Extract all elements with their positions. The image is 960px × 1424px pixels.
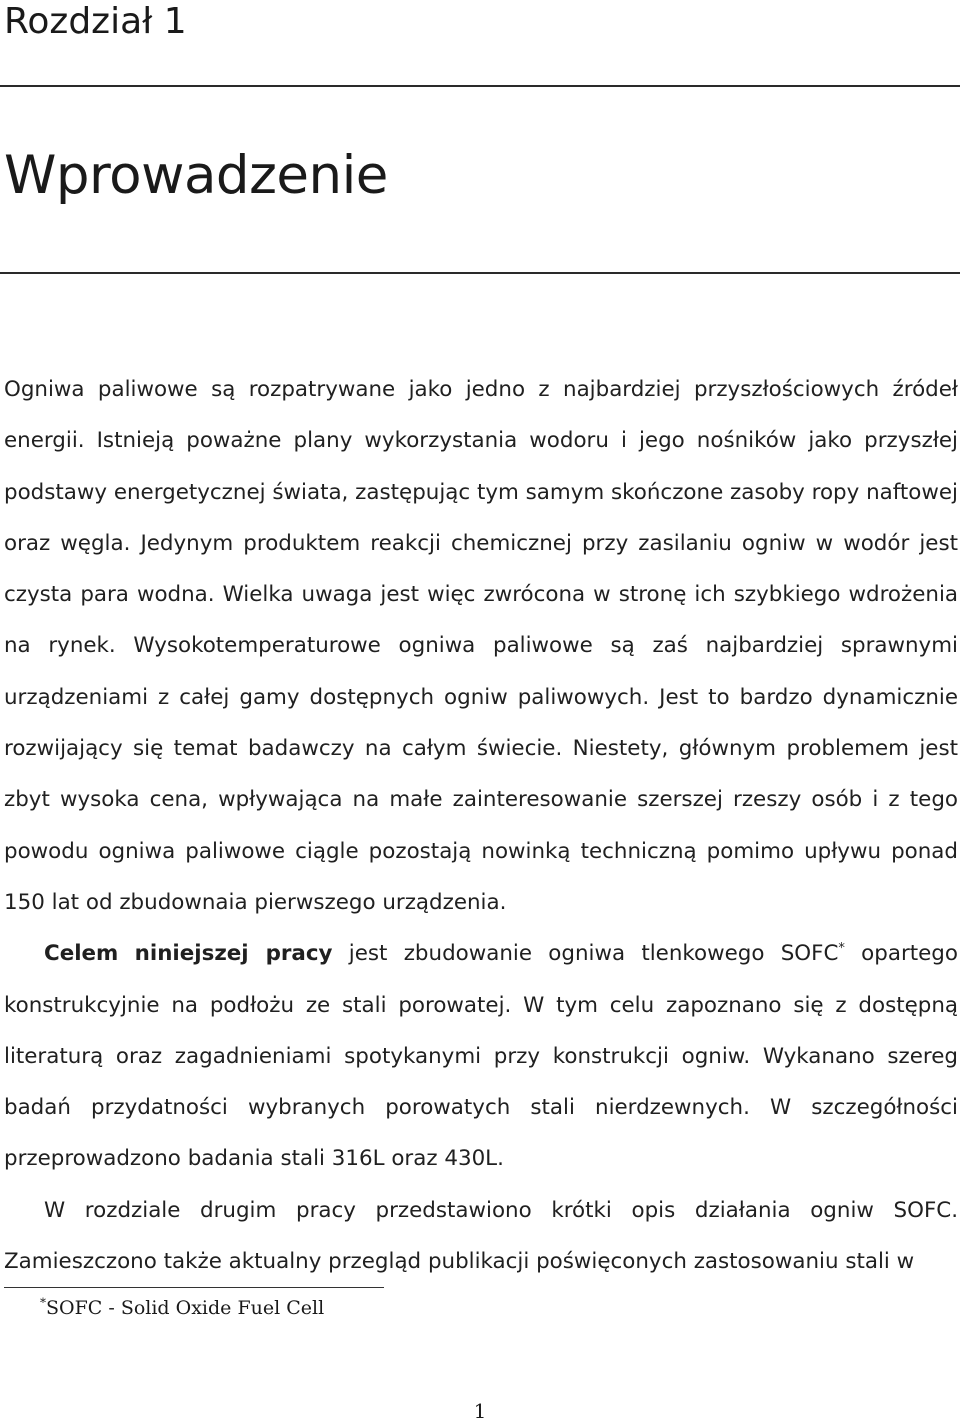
footnote-mark: *	[40, 1295, 46, 1310]
paragraph-goal	[4, 928, 958, 1184]
goal-text-part-2: opartego konstrukcyjnie na podłożu ze stali porowatej. W tym celu zapoznano się z dostępną literaturą oraz zagadnieniami spotykanymi przy konstrukcji ogniw. Wykanano szereg badań przydatności wybranych porowatych stali nierdzewnych. W szczegółności przeprowadzono badania stali 316L oraz 430L.	[4, 941, 958, 1172]
header-rule-top	[0, 85, 960, 87]
goal-bold-word: Celem	[44, 941, 119, 967]
chapter-label: Rozdział 1	[4, 1, 187, 42]
footnote-rule	[4, 1287, 384, 1288]
goal-bold-phrase: niniejszej pracy	[134, 941, 333, 967]
footnote	[40, 1294, 324, 1322]
goal-text-part-1: jest zbudowanie ogniwa tlenkowego SOFC	[332, 941, 839, 967]
header-rule-bottom	[0, 272, 960, 274]
paragraph-overview: W rozdziale drugim pracy przedstawiono krótki opis działania ogniw SOFC. Zamieszczono także aktualny przegląd publikacji poświęconych zastosowaniu stali w	[4, 1197, 958, 1275]
footnote-reference[interactable]: *	[838, 941, 845, 957]
chapter-title: Wprowadzenie	[4, 145, 388, 206]
footnote-text: SOFC - Solid Oxide Fuel Cell	[46, 1297, 325, 1319]
body-text	[4, 364, 958, 1287]
paragraph-intro: Ogniwa paliwowe są rozpatrywane jako jedno z najbardziej przyszłościowych źródeł energii. Istnieją poważne plany wykorzystania wodoru i jego nośników jako przyszłej podstawy energetycznej świata, zastępując tym samym skończone zasoby ropy naftowej oraz węgla. Jedynym produktem reakcji chemicznej przy zasilaniu ogniw w wodór jest czysta para wodna. Wielka uwaga jest więc zwrócona w stronę ich szybkiego wdrożenia na rynek. Wysokotemperaturowe ogniwa paliwowe są zaś najbardziej sprawnymi urządzeniami z całej gamy dostępnych ogniw paliwowych. Jest to bardzo dynamicznie rozwijający się temat badawczy na całym świecie. Niestety, głównym problemem jest zbyt wysoka cena, wpływająca na małe zainteresowanie szerszej rzeszy osób i z tego powodu ogniwa paliwowe ciągle pozostają nowinką techniczną pomimo upływu ponad 150 lat od zbudownaia pierwszego urządzenia.	[4, 377, 958, 915]
page-number: 1	[473, 1399, 487, 1423]
